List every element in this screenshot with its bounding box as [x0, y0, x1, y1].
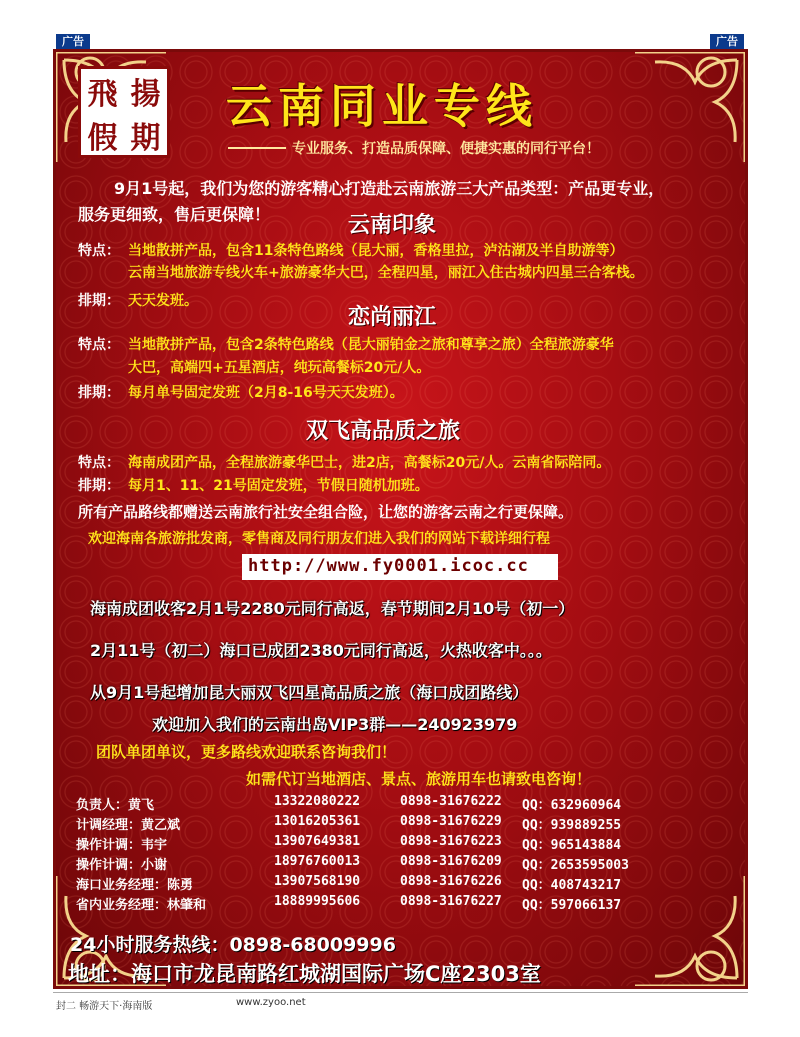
schedule-text: 每月1、11、21号固定发班，节假日随机加班。	[128, 478, 429, 494]
contact-mobile: 18976760013	[274, 854, 361, 869]
footer-url[interactable]: www.zyoo.net	[236, 997, 306, 1008]
corner-ornament-icon	[635, 52, 745, 162]
schedule-label: 排期：	[78, 478, 120, 494]
promo-line-1: 海南成团收客2月1号2280元同行高返，春节期间2月10号（初一）	[90, 599, 575, 618]
contact-tel: 0898-31676209	[400, 854, 502, 869]
schedule-text: 天天发班。	[128, 293, 198, 309]
product-title: 双飞高品质之旅	[306, 419, 461, 444]
hotel-note: 如需代订当地酒店、景点、旅游用车也请致电咨询！	[246, 770, 592, 788]
feature-label: 特点：	[78, 243, 120, 259]
ad-label-left: 广告	[56, 34, 90, 50]
contact-qq: QQ：597066137	[522, 898, 622, 913]
slogan-dash	[228, 147, 286, 149]
contact-table	[76, 794, 629, 914]
contact-mobile: 13016205361	[274, 814, 361, 829]
service-hotline: 24小时服务热线：0898-68009996	[70, 934, 396, 956]
logo-char: 假	[87, 121, 118, 156]
feature-label: 特点：	[78, 455, 120, 471]
contact-tel: 0898-31676222	[400, 794, 502, 809]
feature-label: 特点：	[78, 337, 120, 353]
intro-line-2: 服务更细致，售后更保障！	[78, 205, 271, 224]
feiyang-logo	[78, 66, 170, 158]
promo-line-2: 2月11号（初二）海口已成团2380元同行高返，火热收客中。。。	[90, 641, 552, 660]
product-title: 云南印象	[348, 213, 437, 238]
contact-qq: QQ：965143884	[522, 838, 622, 853]
feature-line: 海南成团产品，全程旅游豪华巴士，进2店，高餐标20元/人。云南省际陪同。	[128, 455, 611, 471]
contact-row	[76, 834, 629, 854]
feature-line: 当地散拼产品，包含2条特色路线（昆大丽铂金之旅和尊享之旅）全程旅游豪华	[128, 337, 614, 353]
corner-ornament-icon	[635, 876, 745, 986]
product-title: 恋尚丽江	[348, 305, 437, 330]
contact-role: 操作计调：小谢	[76, 858, 168, 873]
contact-mobile: 13907649381	[274, 834, 361, 849]
contact-tel: 0898-31676227	[400, 894, 502, 909]
contact-role: 海口业务经理：陈勇	[76, 878, 194, 893]
slogan: 专业服务、打造品质保障、便捷实惠的同行平台！	[292, 141, 600, 157]
contact-role: 省内业务经理：林肇和	[76, 898, 207, 913]
poster-title: 云南同业专线	[226, 79, 538, 133]
contact-row	[76, 794, 629, 814]
contact-row	[76, 874, 629, 894]
footer-divider	[53, 992, 748, 993]
contact-row	[76, 894, 629, 914]
contact-mobile: 13322080222	[274, 794, 361, 809]
contact-mobile: 13907568190	[274, 874, 361, 889]
schedule-label: 排期：	[78, 293, 120, 309]
contact-qq: QQ：939889255	[522, 818, 622, 833]
contact-tel: 0898-31676229	[400, 814, 502, 829]
address: 地址：海口市龙昆南路红城湖国际广场C座2303室	[68, 962, 541, 986]
insurance-note: 所有产品路线都赠送云南旅行社安全组合险，让您的游客云南之行更保障。	[78, 503, 574, 521]
contact-row	[76, 854, 629, 874]
contact-qq: QQ：632960964	[522, 798, 622, 813]
contact-mobile: 18889995606	[274, 894, 361, 909]
contact-qq: QQ：408743217	[522, 878, 622, 893]
footer-magazine: 封二 畅游天下·海南版	[56, 1001, 153, 1012]
intro-line-1: 9月1号起，我们为您的游客精心打造赴云南旅游三大产品类型：产品更专业，	[114, 179, 665, 198]
logo-char: 揚	[130, 77, 161, 112]
website-link[interactable]: http://www.fy0001.icoc.cc	[248, 556, 529, 576]
vip-group-note: 欢迎加入我们的云南出岛VIP3群——240923979	[152, 715, 518, 734]
logo-char: 期	[130, 121, 161, 156]
contact-qq: QQ：2653595003	[522, 858, 629, 873]
group-note: 团队单团单议，更多路线欢迎联系咨询我们！	[96, 743, 397, 761]
contact-row	[76, 814, 629, 834]
logo-char: 飛	[87, 77, 118, 112]
feature-line: 当地散拼产品，包含11条特色路线（昆大丽，香格里拉，泸沽湖及半自助游等）	[128, 243, 624, 259]
feature-line: 云南当地旅游专线火车+旅游豪华大巴，全程四星，丽江入住古城内四星三合客栈。	[128, 265, 644, 281]
contact-role: 负责人：黄飞	[76, 798, 155, 813]
contact-role: 操作计调：韦宇	[76, 838, 168, 853]
contact-tel: 0898-31676226	[400, 874, 502, 889]
advertisement-poster	[53, 49, 748, 989]
ad-label-right: 广告	[710, 34, 744, 50]
contact-tel: 0898-31676223	[400, 834, 502, 849]
promo-line-3: 从9月1号起增加昆大丽双飞四星高品质之旅（海口成团路线）	[90, 683, 529, 702]
schedule-label: 排期：	[78, 385, 120, 401]
welcome-note: 欢迎海南各旅游批发商，零售商及同行朋友们进入我们的网站下载详细行程	[88, 531, 550, 547]
schedule-text: 每月单号固定发班（2月8-16号天天发班）。	[128, 385, 404, 401]
feature-line: 大巴，高端四+五星酒店，纯玩高餐标20元/人。	[128, 360, 431, 376]
contact-role: 计调经理：黄乙斌	[76, 818, 181, 833]
